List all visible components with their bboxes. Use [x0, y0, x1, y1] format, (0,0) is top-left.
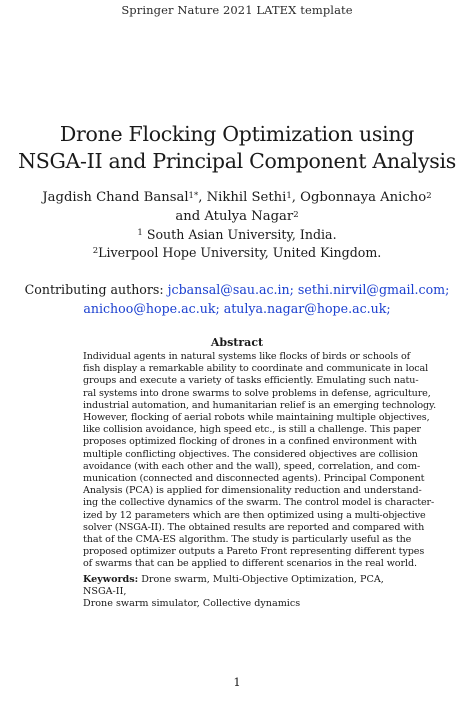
author-name: Jagdish Chand Bansal [42, 190, 189, 205]
author-mark: 2 [293, 209, 299, 220]
paper-title [0, 121, 474, 175]
abstract-line: fish display a remarkable ability to coordinate and communicate in local [83, 363, 429, 375]
title-line-1: Drone Flocking Optimization using [59, 122, 415, 146]
abstract-line: proposes optimized flocking of drones in a confined environment with [83, 436, 417, 448]
author-name: Ogbonnaya Anicho [300, 190, 427, 205]
author-mark: 2 [426, 191, 432, 201]
abstract-line: ral systems into drone swarms to solve problems in defense, agriculture, [83, 387, 431, 399]
abstract-line: proposed optimizer outputs a Pareto Front representing different types [83, 546, 425, 558]
abstract-line: However, flocking of aerial robots while maintaining multiple objectives, [83, 412, 430, 424]
abstract-line: Individual agents in natural systems like flocks of birds or schools of [83, 351, 411, 362]
author-name: Atulya Nagar [204, 208, 294, 224]
affiliation-mark: 2 [92, 246, 99, 256]
abstract-body [83, 351, 437, 571]
author-list [0, 189, 474, 226]
contrib-label: Contributing authors: [24, 282, 164, 297]
abstract-line: avoidance (with each other and the wall), speed, correlation, and com- [83, 460, 421, 472]
email-link[interactable]: jcbansal@sau.ac.in; [167, 282, 294, 297]
author-line-1: Jagdish Chand Bansal$^{1*}$, Nikhil Sethi$^1$, Ogbonnaya Anicho$^2$ [42, 190, 432, 205]
keywords-line-1 [83, 574, 396, 598]
abstract-line: industrial automation, and humanitarian relief is an emerging technology. [83, 399, 437, 411]
email-link[interactable]: sethi.nirvil@gmail.com; [297, 282, 450, 297]
affiliations [0, 226, 474, 262]
affiliation-text: Liverpool Hope University, United Kingdom. [98, 245, 382, 260]
author-line-2: and Atulya Nagar$^2$ [175, 208, 299, 224]
affiliation-text: South Asian University, India. [146, 227, 337, 242]
author-name: Nikhil Sethi [206, 190, 287, 205]
abstract-line: groups and execute a variety of tasks efficiently. Emulating such natu- [83, 375, 419, 387]
email-link[interactable]: atulya.nagar@hope.ac.uk; [223, 300, 391, 316]
abstract-line: ized by 12 parameters which are then optimized using a multi-objective [83, 509, 426, 521]
page-number: 1 [233, 675, 241, 689]
contrib-line-1 [0, 281, 474, 300]
abstract-line: of swarms that can be applied to different scenarios in the real world. [83, 558, 417, 570]
abstract-line: munication (connected and disconnected agents). Principal Component [83, 473, 425, 485]
abstract-heading: Abstract [210, 336, 264, 349]
author-mark: 1* [188, 191, 199, 201]
contrib-line-2 [0, 300, 474, 319]
keywords [83, 574, 396, 611]
title-line-2: NSGA-II and Principal Component Analysis [18, 149, 456, 173]
abstract-line: solver (NSGA-II). The obtained results are reported and compared with [83, 521, 425, 533]
running-head: Springer Nature 2021 LATEX template [121, 3, 353, 17]
abstract-line: that of the CMA-ES algorithm. The study is particularly useful as the [83, 534, 412, 546]
keywords-label: Keywords: [83, 574, 139, 585]
abstract-line: ing the collective dynamics of the swarm. The control model is character- [83, 497, 435, 509]
abstract-line: like collision avoidance, high speed etc., is still a challenge. This paper [83, 424, 421, 436]
affiliation-mark: 1 [137, 228, 143, 238]
author-mark: 1 [286, 191, 292, 201]
abstract-line: Analysis (PCA) is applied for dimensionality reduction and understand- [83, 485, 422, 497]
abstract-line: multiple conflicting objectives. The considered objectives are collision [83, 448, 418, 460]
keywords-line-2: Drone swarm simulator, Collective dynamics [83, 598, 301, 610]
email-link[interactable]: anichoo@hope.ac.uk; [83, 300, 220, 316]
keywords-text: Drone swarm, Multi-Objective Optimization, PCA, NSGA-II, [83, 574, 384, 598]
contributing-authors [0, 281, 474, 318]
affiliation-2 [0, 244, 474, 262]
affiliation-1 [0, 226, 474, 244]
